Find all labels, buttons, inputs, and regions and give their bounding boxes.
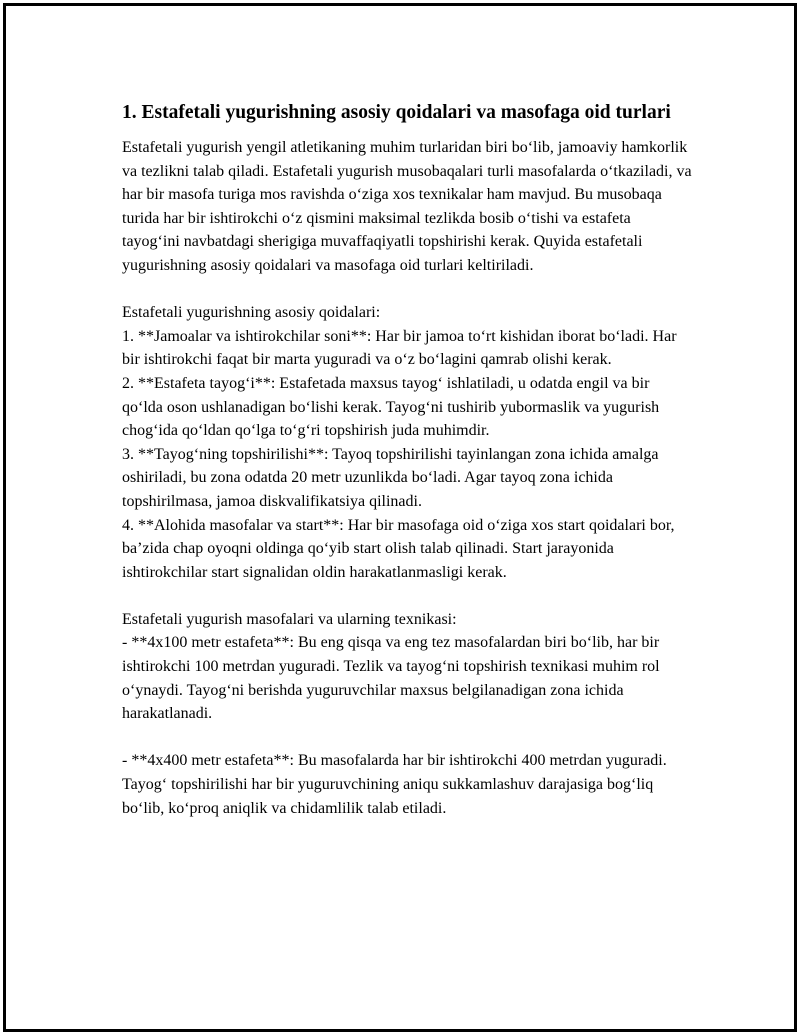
rule-item-2: 2. **Estafeta tayog‘i**: Estafetada maxsus tayog‘ ishlatiladi, u odatda engil va bir qo‘lda oson ushlanadigan bo‘lishi kerak. Tayog‘ni tushirib yubormaslik va yugurish chog‘ida qo‘ldan qo‘lga to‘g‘ri topshirish juda muhimdir.	[122, 374, 660, 440]
intro-paragraph: Estafetali yugurish yengil atletikaning muhim turlaridan biri bo‘lib, jamoaviy hamkorlik va tezlikni talab qiladi. Estafetali yugurish musobaqalari turli masofalarda o‘tkaziladi, va har bir masofa turiga mos ravishda o‘ziga xos texnikalar ham mavjud. Bu musobaqa turida har bir ishtirokchi o‘z qismini maksimal tezlikda bosib o‘tishi va estafeta tayog‘ini navbatdagi sherigiga muvaffaqiyatli topshirishi kerak. Quyida estafetali yugurishning asosiy qoidalari va masofaga oid turlari keltiriladi.	[122, 139, 692, 274]
distance-4x400: - **4x400 metr estafeta**: Bu masofalarda har bir ishtirokchi 400 metrdan yuguradi. Tayog‘ topshirilishi har bir yuguruvchining aniqu sukkamlashuv darajasiga bog‘liq bo‘lib, ko‘proq aniqlik va chidamlilik talab etiladi.	[122, 752, 667, 817]
distances-title: Estafetali yugurish masofalari va ularning texnikasi:	[122, 610, 457, 628]
section-heading: 1. Estafetali yugurishning asosiy qoidalari va masofaga oid turlari	[122, 102, 671, 123]
rules-title: Estafetali yugurishning asosiy qoidalari:	[122, 304, 381, 322]
rule-item-3: 3. **Tayog‘ning topshirilishi**: Tayoq topshirilishi tayinlangan zona ichida amalga oshiriladi, bu zona odatda 20 metr uzunlikda bo‘ladi. Agar tayoq zona ichida topshirilmasa, jamoa diskvalifikatsiya qilinadi.	[122, 445, 659, 510]
paragraph-gap	[122, 278, 692, 302]
rule-item-4: 4. **Alohida masofalar va start**: Har bir masofaga oid o‘ziga xos start qoidalari bor, ba’zida chap oyoqni oldinga qo‘yib start olish talab qilinadi. Start jarayonida ishtirokchilar start signalidan oldin harakatlanmasligi kerak.	[122, 516, 675, 581]
paragraph-gap	[122, 584, 692, 608]
distance-4x100: - **4x100 metr estafeta**: Bu eng qisqa va eng tez masofalardan biri bo‘lib, har bir ishtirokchi 100 metrdan yuguradi. Tezlik va tayog‘ni topshirish texnikasi muhim rol o‘ynaydi. Tayog‘ni berishda yuguruvchilar maxsus belgilanadigan zona ichida harakatlanadi.	[122, 634, 660, 723]
page-frame	[3, 3, 797, 1032]
paragraph-gap	[122, 726, 692, 750]
document-body	[122, 99, 692, 820]
rule-item-1: 1. **Jamoalar va ishtirokchilar soni**: Har bir jamoa to‘rt kishidan iborat bo‘ladi. Har bir ishtirokchi faqat bir marta yuguradi va o‘z bo‘lagini qamrab olishi kerak.	[122, 327, 677, 369]
